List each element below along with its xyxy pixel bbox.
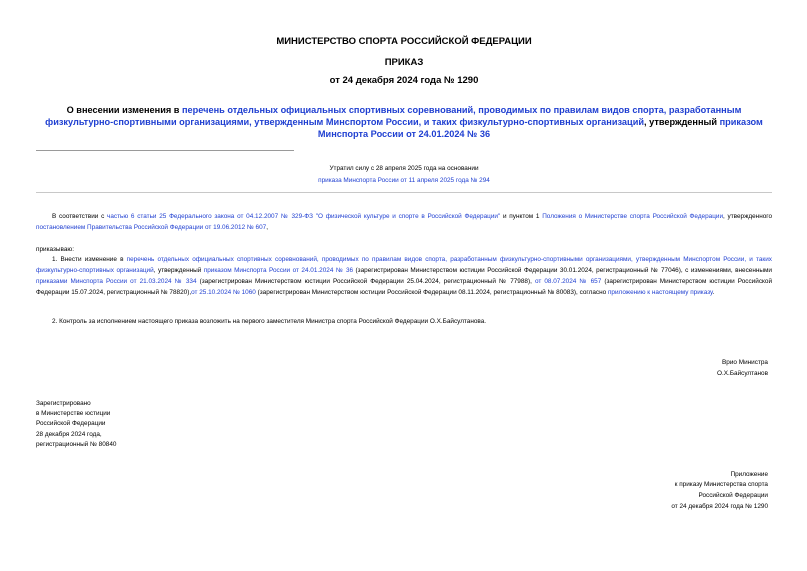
order-word: приказываю: [36, 246, 74, 253]
clause-1: 1. Внести изменение в перечень отдельных официальных спортивных соревнований, проводимых по правилам видов спорта, разработанным физкультурно-спортивными организациями, утвержденным Минспортом России, и таких физкультурно-спортивных организаций, утвержденный приказом Минспорта России от 24.01.2024 № 36 (зарегистрирован Министерством юстиции Российской Федерации 30.01.2024, регистрационный № 77046), с изменениями, внесенными приказами Минспорта России от 21.03.2024 № 334 (зарегистрирован Министерством юстиции Российской Федерации 25.04.2024, регистрационный № 77988), от 08.07.2024 № 657 (зарегистрирован Министерством юстиции Российской Федерации 15.07.2024, регистрационный № 78820),от 25.10.2024 № 1060 (зарегистрирован Министерством юстиции Российской Федерации 08.11.2024, регистрационный № 80083), согласно приложению к настоящему приказу. [36, 256, 773, 296]
link-order-657[interactable]: от 08.07.2024 № 657 [534, 278, 602, 285]
preamble-paragraph: В соответствии с частью 6 статьи 25 Федерального закона от 04.12.2007 № 329-ФЗ "О физической культуре и спорте в Российской Федерации" и пунктом 1 Положения о Министерстве спорта Российской Федерации, утвержденного постановлением Правительства Российской Федерации от 19.06.2012 № 607, [36, 213, 773, 231]
appendix-line-4: от 24 декабря 2024 года № 1290 [671, 503, 768, 510]
status-divider [36, 192, 772, 193]
registration-line-5: регистрационный № 80840 [36, 441, 117, 448]
link-government-decree[interactable]: постановлением Правительства Российской Федерации от 19.06.2012 № 607 [36, 224, 267, 231]
registration-line-1: Зарегистрировано [36, 400, 91, 407]
link-appendix[interactable]: приложению к настоящему приказу [607, 289, 713, 296]
title-link-order[interactable]: приказом Минспорта России от 24.01.2024 № 36 [317, 117, 763, 139]
document-title [36, 104, 772, 140]
signature-name: О.Х.Байсултанов [717, 370, 768, 377]
link-order-334[interactable]: приказами Минспорта России от 21.03.2024 № 334 [36, 278, 197, 285]
link-regulation[interactable]: Положения о Министерстве спорта Российской Федерации [542, 213, 724, 220]
status-link-order[interactable]: приказа Минспорта России от 11 апреля 2025 года № 294 [318, 177, 490, 184]
title-link-list[interactable]: перечень отдельных официальных спортивных соревнований, проводимых по правилам видов спорта, разработанным физкультурно-спортивными организациями, утвержденным Минспортом России, и таких физкультурно-спортивных организаций [45, 105, 742, 127]
signature-position: Врио Министра [722, 359, 768, 366]
registration-line-3: Российской Федерации [36, 420, 106, 427]
title-middle: , утвержденный [644, 117, 720, 127]
clause-2: 2. Контроль за исполнением настоящего приказа возложить на первого заместителя Министра спорта Российской Федерации О.Х.Байсултанова. [52, 318, 487, 325]
title-divider [36, 150, 294, 151]
document-date-number: от 24 декабря 2024 года № 1290 [329, 75, 479, 86]
title-prefix: О внесении изменения в [66, 105, 182, 115]
document-type: ПРИКАЗ [384, 57, 424, 68]
status-note: Утратил силу с 28 апреля 2025 года на основании [329, 165, 479, 172]
registration-line-4: 28 декабря 2024 года, [36, 431, 102, 438]
appendix-line-2: к приказу Министерства спорта [674, 481, 768, 488]
registration-line-2: в Министерстве юстиции [36, 410, 111, 417]
link-federal-law[interactable]: частью 6 статьи 25 Федерального закона от 04.12.2007 № 329-ФЗ "О физической культуре и спорте в Российской Федерации" [107, 213, 501, 220]
link-order-36[interactable]: приказом Минспорта России от 24.01.2024 № 36 [203, 267, 354, 274]
ministry-heading: МИНИСТЕРСТВО СПОРТА РОССИЙСКОЙ ФЕДЕРАЦИИ [276, 36, 532, 47]
link-order-1060[interactable]: от 25.10.2024 № 1060 [191, 289, 256, 296]
appendix-line-3: Российской Федерации [698, 492, 768, 499]
appendix-line-1: Приложение [730, 471, 768, 478]
link-list[interactable]: перечень отдельных официальных спортивных соревнований, проводимых по правилам видов спорта, разработанным физкультурно-спортивными организациями, утвержденным Минспортом России, и таких физкультурно-спортивных организаций [36, 256, 772, 274]
